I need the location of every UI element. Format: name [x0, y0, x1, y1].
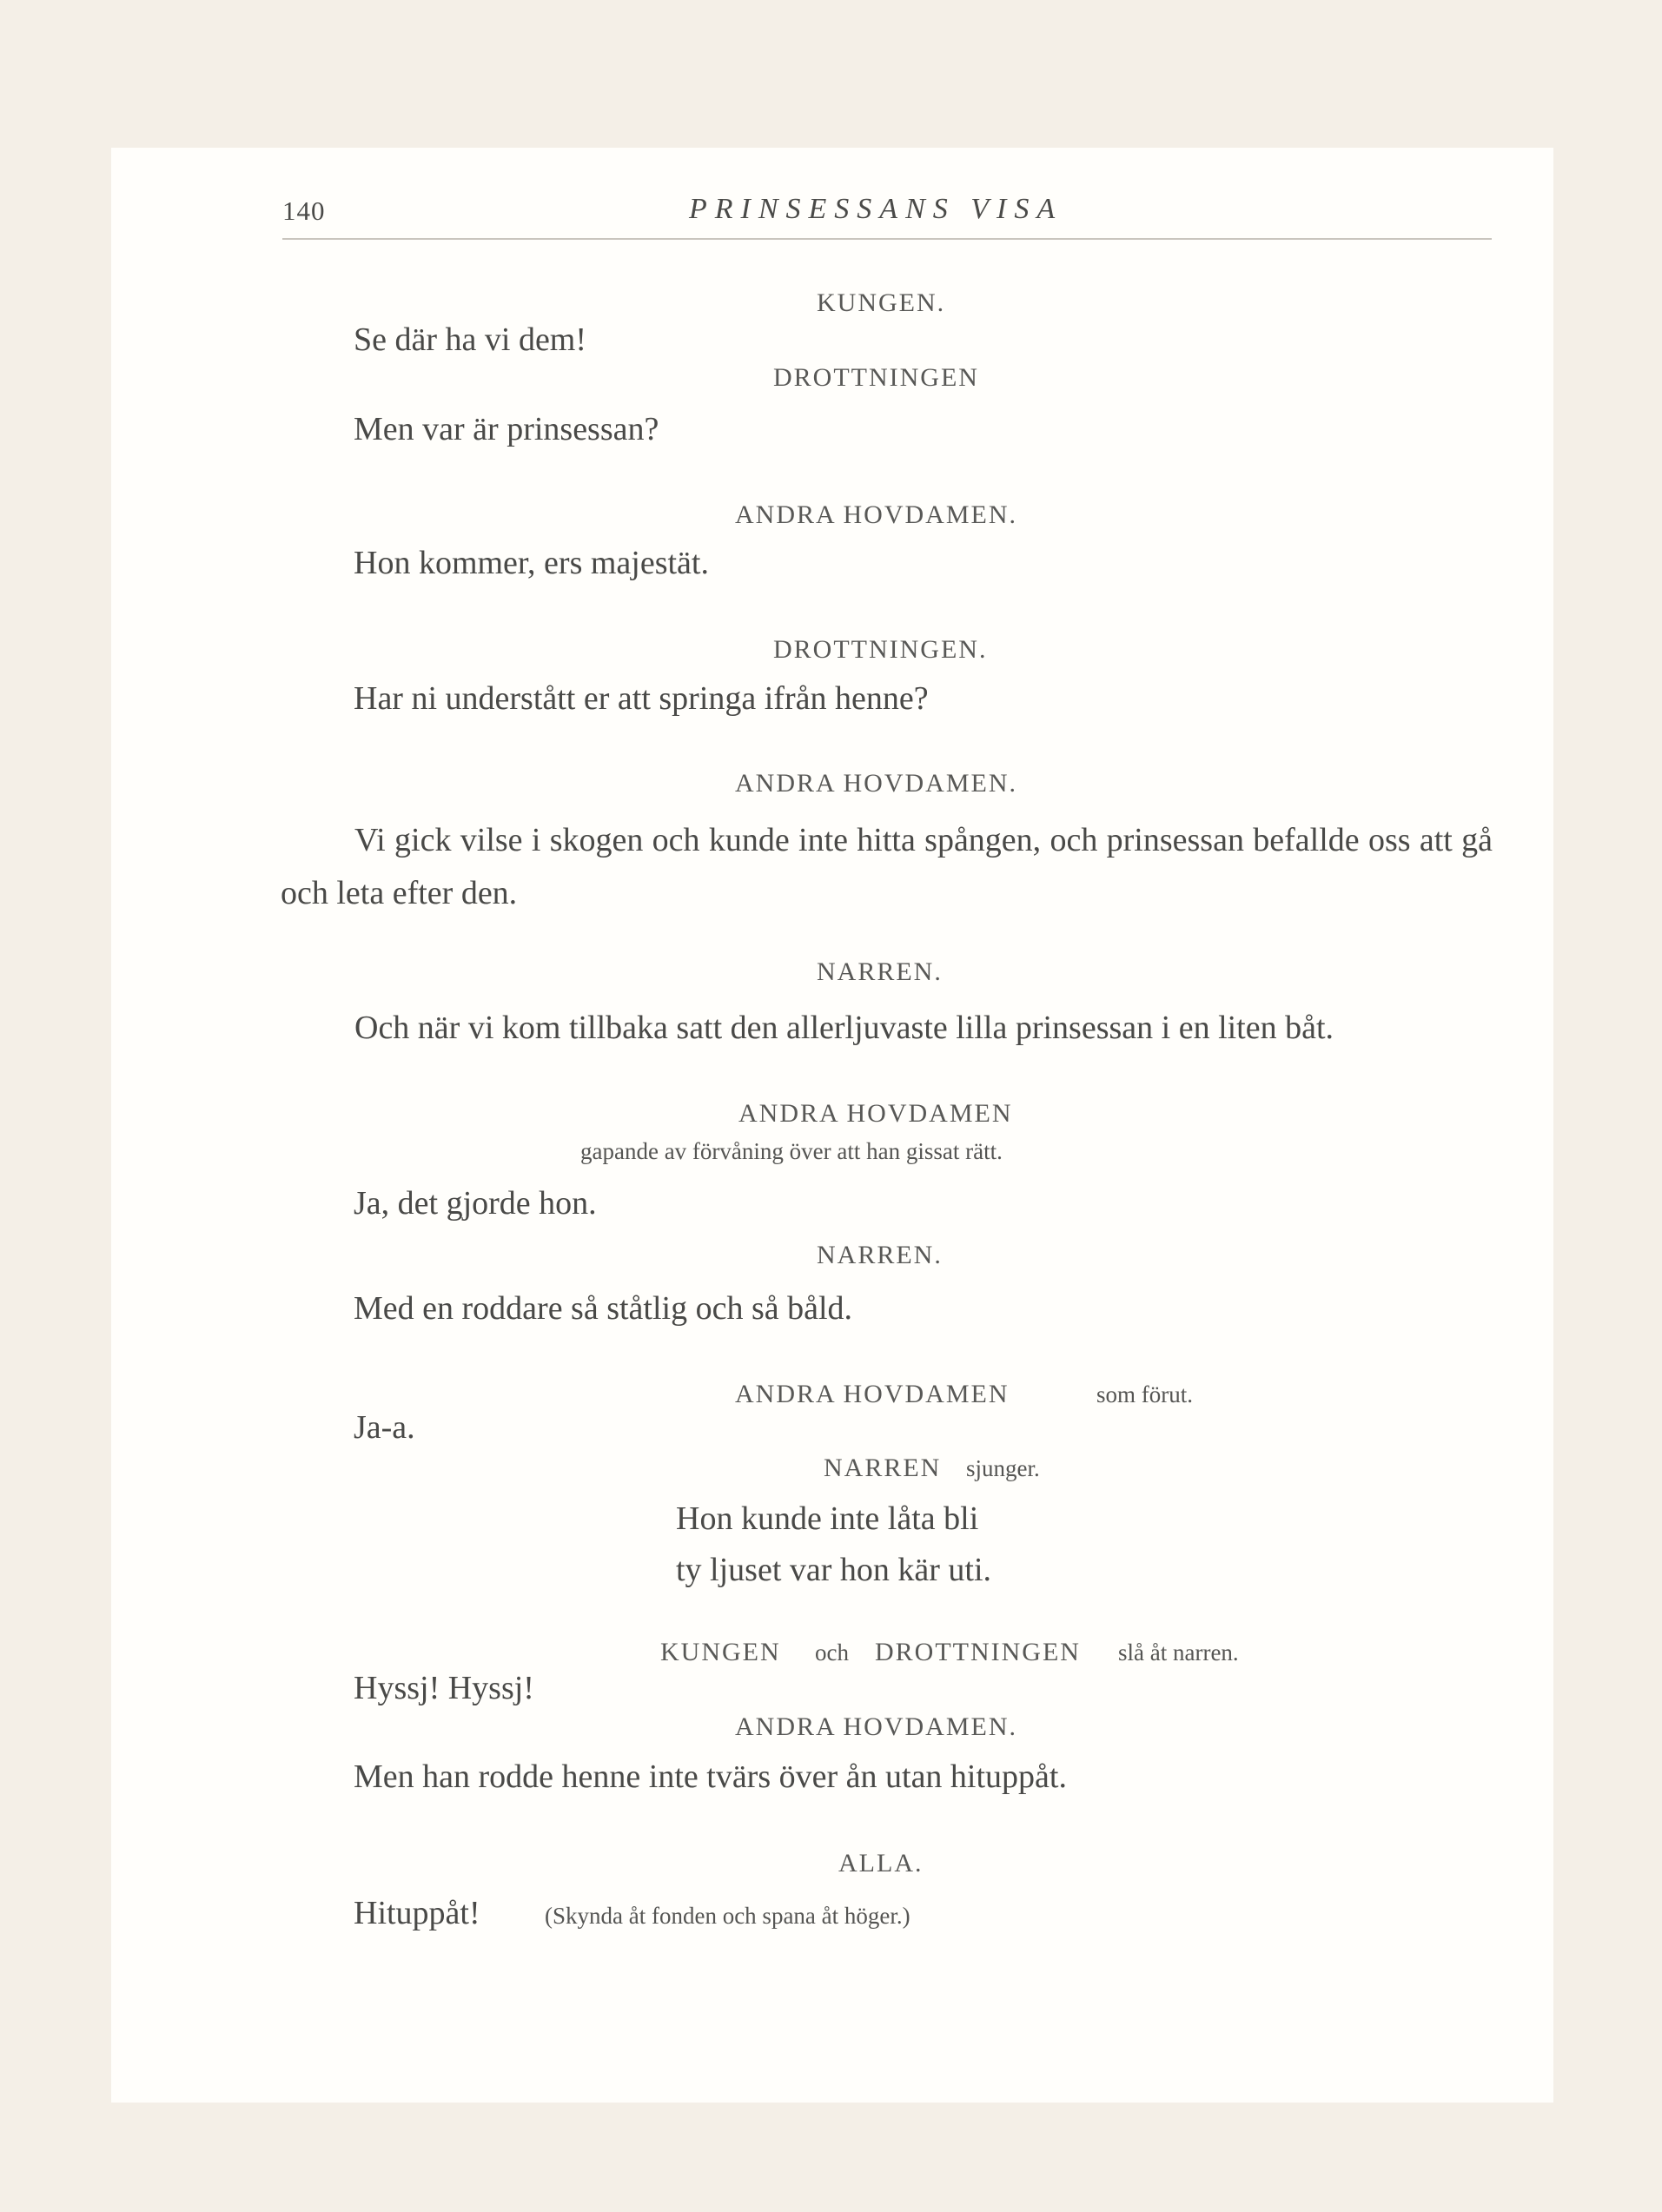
stage-direction-13: (Skynda åt fonden och spana åt höger.) — [545, 1903, 910, 1929]
dialogue-line-13: Hituppåt! — [354, 1895, 480, 1931]
song-line-2: ty ljuset var hon kär uti. — [676, 1552, 992, 1588]
song-line-1: Hon kunde inte låta bli — [676, 1500, 979, 1537]
dialogue-line-1: Se där ha vi dem! — [354, 321, 587, 358]
stage-direction-and: och — [815, 1639, 849, 1666]
dialogue-line-3: Hon kommer, ers majestät. — [354, 545, 709, 581]
dialogue-line-8: Med en roddare så ståtlig och så båld. — [354, 1290, 853, 1327]
speaker-alla: ALLA. — [838, 1849, 924, 1878]
dialogue-paragraph-6: Och när vi kom tillbaka satt den allerljuvaste lilla prinsessan i en liten båt. — [354, 1010, 1334, 1046]
stage-direction-10: sjunger. — [966, 1455, 1040, 1481]
dialogue-line-12: Men han rodde henne inte tvärs över ån utan hituppåt. — [354, 1758, 1067, 1795]
running-title: PRINSESSANS VISA — [689, 193, 1063, 225]
speaker-andra-hovdamen: ANDRA HOVDAMEN — [735, 1380, 1010, 1408]
dialogue-line-7: Ja, det gjorde hon. — [354, 1185, 597, 1222]
speaker-andra-hovdamen: ANDRA HOVDAMEN. — [735, 769, 1018, 798]
speaker-drottningen: DROTTNINGEN — [875, 1638, 1081, 1666]
speaker-narren: NARREN. — [817, 1241, 943, 1269]
dialogue-line-4: Har ni understått er att springa ifrån henne? — [354, 680, 929, 717]
speaker-narren: NARREN — [824, 1454, 942, 1482]
speaker-narren: NARREN. — [817, 957, 943, 986]
speaker-andra-hovdamen: ANDRA HOVDAMEN — [738, 1099, 1013, 1128]
speaker-andra-hovdamen: ANDRA HOVDAMEN. — [735, 500, 1018, 529]
stage-direction-9: som förut. — [1096, 1381, 1193, 1407]
speaker-drottningen: DROTTNINGEN — [773, 363, 979, 392]
dialogue-line-9: Ja-a. — [354, 1409, 415, 1446]
dialogue-line-11: Hyssj! Hyssj! — [354, 1670, 534, 1706]
speaker-kungen: KUNGEN. — [817, 288, 946, 317]
speaker-andra-hovdamen: ANDRA HOVDAMEN. — [735, 1712, 1018, 1741]
dialogue-paragraph-5: Vi gick vilse i skogen och kunde inte hitta spången, och prinsessan befallde oss att gå och leta efter den. — [281, 822, 1493, 911]
stage-direction-7: gapande av förvåning över att han gissat rätt. — [580, 1138, 1003, 1164]
dialogue-line-2: Men var är prinsessan? — [354, 411, 659, 447]
header-divider — [282, 238, 1492, 240]
speaker-drottningen: DROTTNINGEN. — [773, 635, 988, 664]
speaker-kungen: KUNGEN — [660, 1638, 781, 1666]
stage-direction-11: slå åt narren. — [1118, 1639, 1239, 1666]
page-number: 140 — [282, 195, 326, 226]
